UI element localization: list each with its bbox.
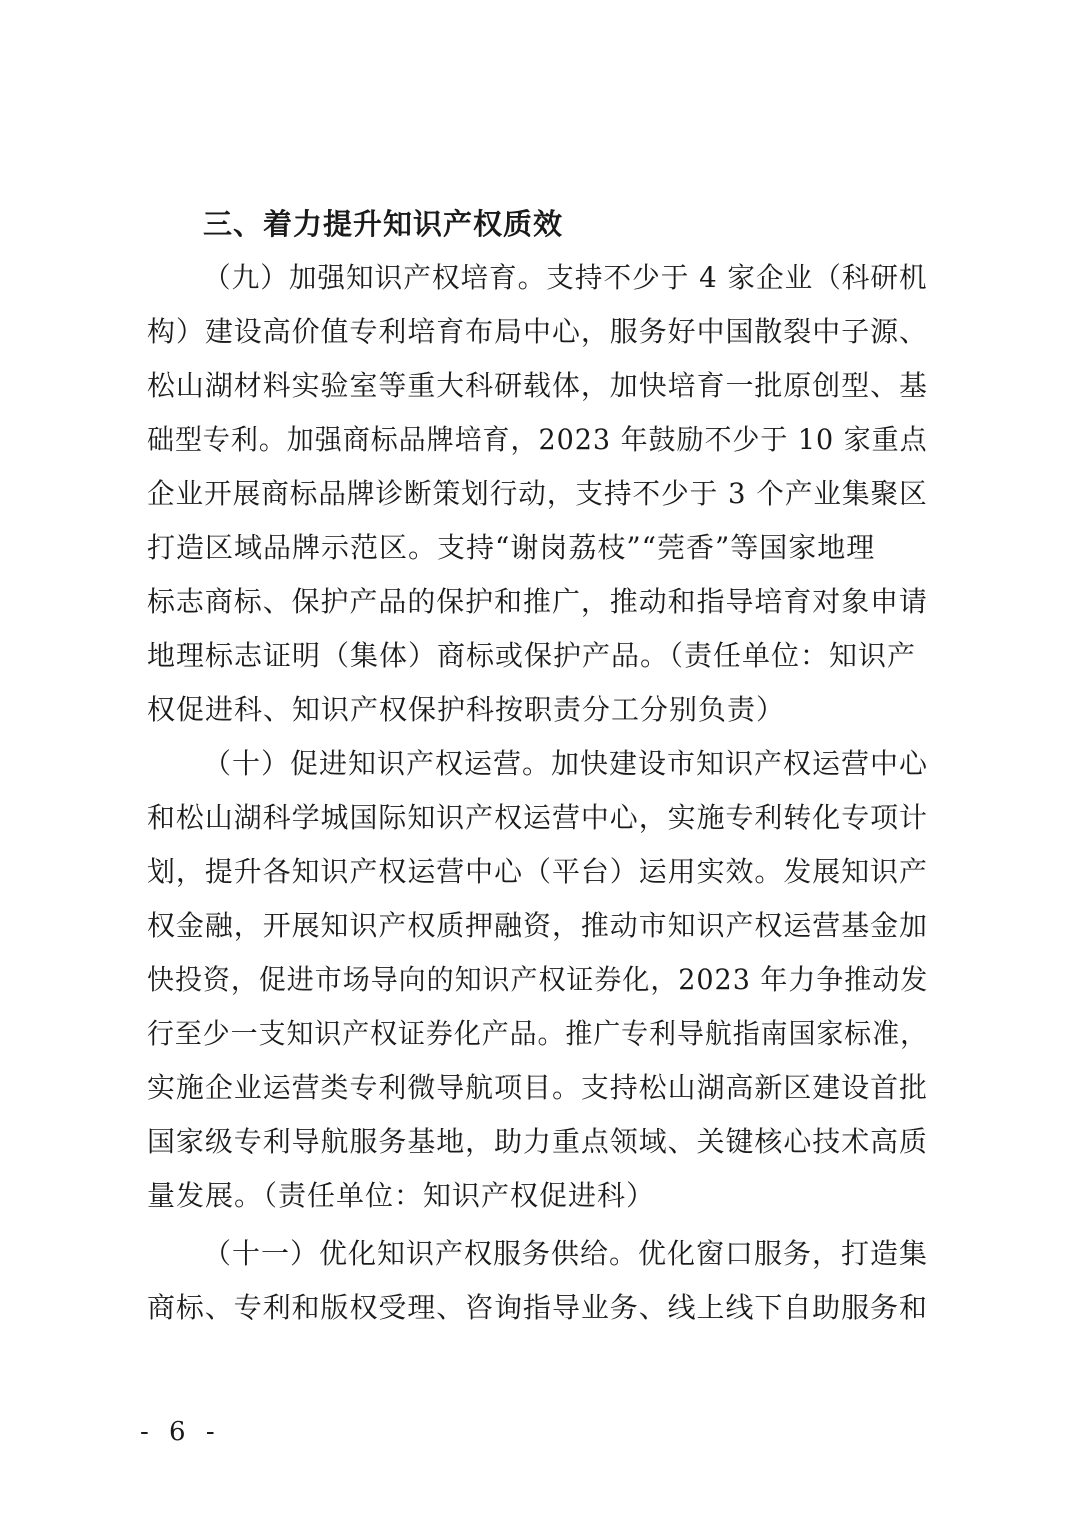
paragraph-line: 构）建设高价值专利培育布局中心，服务好中国散裂中子源、: [147, 315, 928, 348]
paragraph-line: （九）加强知识产权培育。支持不少于 4 家企业（科研机: [203, 261, 928, 294]
paragraph-line: 行至少一支知识产权证券化产品。推广专利导航指南国家标准，: [147, 1017, 928, 1050]
paragraph-line: 实施企业运营类专利微导航项目。支持松山湖高新区建设首批: [147, 1071, 928, 1104]
paragraph-line: 标志商标、保护产品的保护和推广，推动和指导培育对象申请: [147, 585, 928, 618]
paragraph-line: 国家级专利导航服务基地，助力重点领域、关键核心技术高质: [147, 1125, 928, 1158]
section-heading: 三、着力提升知识产权质效: [203, 207, 564, 241]
paragraph-line: 快投资，促进市场导向的知识产权证券化，2023 年力争推动发: [147, 963, 929, 996]
paragraph-line: 和松山湖科学城国际知识产权运营中心，实施专利转化专项计: [147, 801, 928, 834]
paragraph-line: 础型专利。加强商标品牌培育，2023 年鼓励不少于 10 家重点: [147, 423, 928, 456]
paragraph-line: 商标、专利和版权受理、咨询指导业务、线上线下自助服务和: [147, 1291, 928, 1324]
paragraph-line: （十）促进知识产权运营。加快建设市知识产权运营中心: [203, 747, 929, 780]
paragraph-line: 权促进科、知识产权保护科按职责分工分别负责）: [147, 693, 786, 726]
paragraph-line: 地理标志证明（集体）商标或保护产品。（责任单位：知识产: [147, 639, 917, 672]
paragraph-line: 量发展。（责任单位：知识产权促进科）: [147, 1179, 656, 1212]
paragraph-line: 权金融，开展知识产权质押融资，推动市知识产权运营基金加: [147, 909, 928, 942]
paragraph-line: （十一）优化知识产权服务供给。优化窗口服务，打造集: [203, 1237, 929, 1270]
paragraph-line: 企业开展商标品牌诊断策划行动，支持不少于 3 个产业集聚区: [147, 477, 928, 510]
paragraph-line: 松山湖材料实验室等重大科研载体，加快培育一批原创型、基: [147, 369, 928, 402]
paragraph-line: 划，提升各知识产权运营中心（平台）运用实效。发展知识产: [147, 855, 928, 888]
paragraph-line: 打造区域品牌示范区。支持“谢岗荔枝”“莞香”等国家地理: [147, 531, 876, 564]
page-number: - 6 -: [140, 1417, 221, 1447]
